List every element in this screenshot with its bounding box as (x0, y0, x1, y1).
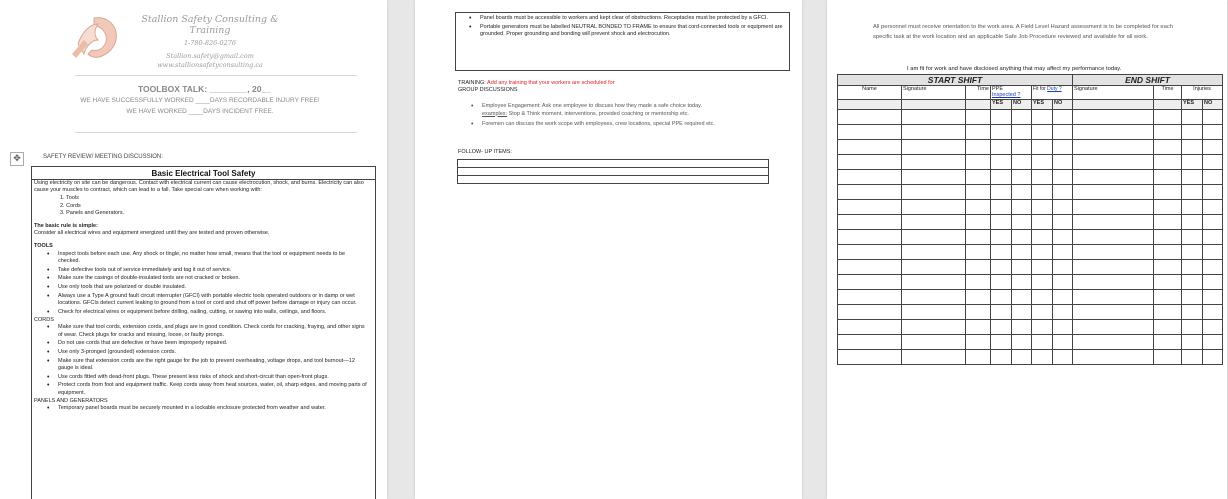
group-discussions-heading: GROUP DISCUSSIONS (458, 87, 518, 94)
sign-cell[interactable] (1073, 260, 1154, 275)
training-line (458, 80, 788, 87)
topic-list (34, 195, 367, 217)
worked-incident-line: WE HAVE WORKED ____DAYS INCIDENT FREE. (126, 108, 274, 115)
sign-cell[interactable] (1182, 290, 1203, 305)
sign-cell[interactable] (966, 320, 991, 335)
sign-cell[interactable] (1032, 200, 1053, 215)
topic-item: 2. Cords (60, 202, 81, 209)
page-2 (415, 0, 802, 499)
sign-cell[interactable] (966, 215, 991, 230)
sign-row (838, 320, 1223, 335)
panels-item: • Panel boards must be accessible to workers and kept clear of obstructions. Receptacles must be protected by a GFCI. (456, 15, 789, 22)
panels-item: • Portable generators must be labelled NEUTRAL BONDED TO FRAME to ensure that cord-connected tools or equipment are grounded. Proper grounding and bonding will prevent shock and electrocution. (456, 24, 789, 38)
sign-cell[interactable] (966, 335, 991, 350)
intro-paragraph: Using electricity on site can be dangerous. Contact with electrical current can cause electrocution, shock, and burns. Electricity can also cause your muscles to contract, which can lead to a fall. Take special care when working with: (34, 180, 364, 194)
basic-rule-text: Consider all electrical wires and equipment energized until they are tested and proven otherwise. (34, 230, 270, 237)
sign-cell[interactable] (838, 230, 902, 245)
company-phone: 1-780-826-0276 (183, 39, 237, 47)
sign-cell[interactable] (838, 335, 902, 350)
sign-cell[interactable] (1032, 290, 1053, 305)
col-time: Time (966, 86, 991, 100)
sign-cell[interactable] (1012, 200, 1032, 215)
sign-cell[interactable] (1182, 155, 1203, 170)
sign-cell[interactable] (902, 350, 966, 365)
sign-cell[interactable] (991, 140, 1012, 155)
page-1 (0, 0, 387, 499)
sign-cell[interactable] (1032, 155, 1053, 170)
sign-cell[interactable] (838, 140, 902, 155)
sign-cell[interactable] (838, 350, 902, 365)
blank-cell (1154, 100, 1182, 110)
sign-cell[interactable] (1073, 350, 1154, 365)
sign-cell[interactable] (1203, 140, 1223, 155)
sign-cell[interactable] (1073, 125, 1154, 140)
sign-cell[interactable] (966, 185, 991, 200)
tools-item: • Check for electrical wires or equipment before drilling, nailing, cutting, or sawing into walls, ceilings, and floors. (34, 309, 367, 316)
sign-cell[interactable] (1012, 140, 1032, 155)
sign-row (838, 200, 1223, 215)
sign-cell[interactable] (1012, 185, 1032, 200)
sign-cell[interactable] (1073, 335, 1154, 350)
sign-cell[interactable] (838, 320, 902, 335)
follow-up-label: FOLLOW- UP ITEMS: (458, 149, 512, 155)
start-shift-header: START SHIFT (838, 75, 1073, 86)
sign-cell[interactable] (1203, 335, 1223, 350)
sign-cell[interactable] (1032, 305, 1053, 320)
article-box (31, 166, 376, 499)
sign-cell[interactable] (1203, 305, 1223, 320)
sign-cell[interactable] (902, 140, 966, 155)
sign-cell[interactable] (1154, 125, 1182, 140)
sign-cell[interactable] (1203, 260, 1223, 275)
sign-cell[interactable] (1154, 200, 1182, 215)
header-rule (75, 75, 357, 76)
sign-row (838, 230, 1223, 245)
sign-cell[interactable] (1154, 305, 1182, 320)
sign-cell[interactable] (1012, 230, 1032, 245)
sign-cell[interactable] (1073, 170, 1154, 185)
cords-item: • Use only 3-pronged (grounded) extension cords. (34, 349, 367, 356)
sign-row (838, 140, 1223, 155)
examples-text: Stop & Think moment, interventions, provided coaching or mentorship etc. (508, 110, 689, 117)
sign-row (838, 305, 1223, 320)
injuries-yes: YES (1182, 100, 1203, 110)
sign-cell[interactable] (966, 110, 991, 125)
sign-cell[interactable] (1012, 260, 1032, 275)
sign-cell[interactable] (1032, 260, 1053, 275)
blank-cell (1073, 100, 1154, 110)
sign-cell[interactable] (1073, 275, 1154, 290)
cords-item: • Make sure that extension cords are the right gauge for the job to prevent overheating, voltage drops, and tool burnout—12 gauge is ideal. (34, 358, 367, 372)
sign-cell[interactable] (838, 215, 902, 230)
sign-row (838, 155, 1223, 170)
continued-bullets-box (455, 12, 790, 71)
col-name: Name (838, 86, 902, 100)
sign-cell[interactable] (1012, 125, 1032, 140)
sign-cell[interactable] (902, 170, 966, 185)
sign-cell[interactable] (1012, 110, 1032, 125)
cords-list (34, 324, 367, 396)
sign-cell[interactable] (1053, 200, 1073, 215)
sign-cell[interactable] (1073, 110, 1154, 125)
ppe-no: NO (1012, 100, 1032, 110)
orientation-paragraph: All personnel must receive orientation to the work area. A Field Level Hazard assessment is to be completed for each specific task at the work location and an applicable Safe Job Procedure reviewed and available for all work. (873, 24, 1173, 40)
panels-item: • Temporary panel boards must be securely mounted in a lockable enclosure protected from weather and water. (34, 405, 367, 412)
article-title: Basic Electrical Tool Safety (151, 169, 256, 178)
sign-cell[interactable] (1203, 350, 1223, 365)
sign-cell[interactable] (1154, 170, 1182, 185)
sign-cell[interactable] (1203, 170, 1223, 185)
sign-cell[interactable] (1012, 170, 1032, 185)
sign-cell[interactable] (1203, 245, 1223, 260)
sign-cell[interactable] (966, 140, 991, 155)
sign-cell[interactable] (1203, 155, 1223, 170)
sign-cell[interactable] (1032, 350, 1053, 365)
group-discussion-list (458, 103, 788, 128)
engagement-text: Employee Engagement: Ask one employee to discuss how they made a safe choice today. (482, 103, 703, 110)
sign-cell[interactable] (1073, 230, 1154, 245)
sign-cell[interactable] (1182, 125, 1203, 140)
table-move-handle-icon[interactable]: ✥ (10, 152, 24, 166)
page-3 (827, 0, 1227, 499)
sign-cell[interactable] (966, 290, 991, 305)
sign-cell[interactable] (1012, 305, 1032, 320)
sign-cell[interactable] (1182, 140, 1203, 155)
sign-cell[interactable] (1154, 185, 1182, 200)
sign-cell[interactable] (1053, 125, 1073, 140)
injuries-no: NO (1203, 100, 1223, 110)
sign-cell[interactable] (1073, 305, 1154, 320)
sign-row (838, 335, 1223, 350)
company-name: Stallion Safety Consulting & Training (141, 14, 279, 36)
sign-cell[interactable] (1182, 305, 1203, 320)
ppe-inspected-label: Inspected ? (992, 92, 1021, 98)
sign-cell[interactable] (1053, 260, 1073, 275)
sign-cell[interactable] (991, 320, 1012, 335)
sign-cell[interactable] (1073, 155, 1154, 170)
sign-cell[interactable] (838, 155, 902, 170)
sign-cell[interactable] (838, 275, 902, 290)
sign-row (838, 125, 1223, 140)
sign-cell[interactable] (991, 260, 1012, 275)
sign-cell[interactable] (902, 320, 966, 335)
sign-cell[interactable] (991, 350, 1012, 365)
engagement-item (458, 103, 788, 117)
col-injuries: Injuries (1182, 86, 1223, 100)
sign-row (838, 350, 1223, 365)
sign-cell[interactable] (1012, 350, 1032, 365)
training-label: TRAINING: (458, 80, 486, 86)
sign-cell[interactable] (838, 110, 902, 125)
sign-cell[interactable] (1203, 275, 1223, 290)
sign-cell[interactable] (966, 350, 991, 365)
sign-cell[interactable] (1154, 260, 1182, 275)
basic-rule-heading: The basic rule is simple: (34, 223, 98, 230)
tools-item: • Take defective tools out of service immediately and tag it out of service. (34, 267, 367, 274)
sign-cell[interactable] (966, 155, 991, 170)
sign-cell[interactable] (1032, 215, 1053, 230)
sign-cell[interactable] (902, 125, 966, 140)
sign-cell[interactable] (991, 275, 1012, 290)
sign-cell[interactable] (991, 185, 1012, 200)
sign-cell[interactable] (1053, 155, 1073, 170)
sign-cell[interactable] (1073, 320, 1154, 335)
col-signature: Signature (902, 86, 966, 100)
sign-cell[interactable] (902, 290, 966, 305)
sign-cell[interactable] (991, 170, 1012, 185)
sign-cell[interactable] (966, 230, 991, 245)
col-fit-for-duty (1032, 86, 1073, 100)
sign-cell[interactable] (1154, 290, 1182, 305)
training-note: Add any training that your workers are scheduled for (487, 80, 615, 86)
sign-cell[interactable] (966, 305, 991, 320)
sign-cell[interactable] (902, 275, 966, 290)
sign-cell[interactable] (902, 245, 966, 260)
sign-cell[interactable] (902, 230, 966, 245)
sign-rows (838, 110, 1223, 365)
sign-cell[interactable] (1012, 290, 1032, 305)
sign-cell[interactable] (1032, 170, 1053, 185)
follow-up-row[interactable] (458, 176, 769, 184)
sign-cell[interactable] (991, 245, 1012, 260)
sign-cell[interactable] (1203, 230, 1223, 245)
sign-row (838, 185, 1223, 200)
fit-for-label: Fit for (1033, 86, 1046, 92)
sign-cell[interactable] (1032, 125, 1053, 140)
blank-cell (966, 100, 991, 110)
divider-rule (75, 132, 357, 133)
tools-item: • Inspect tools before each use. Any shock or tingle, no matter how small, means that the tool or equipment needs to be checked. (34, 251, 367, 265)
sign-cell[interactable] (1053, 290, 1073, 305)
tools-item: • Use only tools that are polarized or double insulated. (34, 284, 367, 291)
cords-item: • Do not use cords that are defective or have been improperly repaired. (34, 340, 367, 347)
tools-item: • Always use a Type A ground fault circuit interrupter (GFCI) with portable electric tools operated outdoors or in damp or wet locations. GFCIs detect current leaking to ground from a tool or cord and shut off power before damage or injury can occur. (34, 293, 367, 307)
fit-for-work-statement: I am fit for work and have disclosed anything that may affect my performance today. (907, 66, 1122, 72)
sign-cell[interactable] (1154, 110, 1182, 125)
sign-cell[interactable] (1032, 230, 1053, 245)
sign-cell[interactable] (1073, 140, 1154, 155)
sign-cell[interactable] (966, 260, 991, 275)
sign-cell[interactable] (1032, 110, 1053, 125)
foremen-item: • Foremen can discuss the work scope with employees, crew locations, special PPE required etc. (458, 121, 788, 128)
sign-cell[interactable] (1053, 230, 1073, 245)
sign-cell[interactable] (1182, 200, 1203, 215)
sign-cell[interactable] (1032, 320, 1053, 335)
stallion-logo (64, 14, 120, 62)
sign-cell[interactable] (838, 305, 902, 320)
sign-cell[interactable] (902, 215, 966, 230)
sign-cell[interactable] (1073, 200, 1154, 215)
sign-cell[interactable] (1053, 245, 1073, 260)
sign-cell[interactable] (991, 305, 1012, 320)
sign-cell[interactable] (1032, 335, 1053, 350)
blank-cell (838, 100, 902, 110)
sign-cell[interactable] (902, 110, 966, 125)
sign-cell[interactable] (1203, 290, 1223, 305)
fit-yes: YES (1032, 100, 1053, 110)
cords-item: • Use cords fitted with dead-front plugs. These present less risks of shock and short-circuit than open-front plugs. (34, 374, 367, 381)
sign-cell[interactable] (991, 200, 1012, 215)
sign-row (838, 290, 1223, 305)
sign-cell[interactable] (1203, 215, 1223, 230)
sign-cell[interactable] (1012, 335, 1032, 350)
sign-cell[interactable] (1182, 335, 1203, 350)
sign-cell[interactable] (1053, 275, 1073, 290)
sign-cell[interactable] (1182, 245, 1203, 260)
sign-cell[interactable] (1032, 245, 1053, 260)
sign-cell[interactable] (1203, 320, 1223, 335)
sign-cell[interactable] (1073, 245, 1154, 260)
sign-row (838, 215, 1223, 230)
sign-cell[interactable] (966, 200, 991, 215)
sign-cell[interactable] (1182, 260, 1203, 275)
company-email: Stallion.safety@gmail.com (166, 52, 254, 60)
sign-cell[interactable] (1203, 125, 1223, 140)
sign-cell[interactable] (966, 245, 991, 260)
sign-cell[interactable] (902, 305, 966, 320)
sign-cell[interactable] (902, 260, 966, 275)
sign-cell[interactable] (966, 275, 991, 290)
sign-cell[interactable] (1053, 110, 1073, 125)
sign-cell[interactable] (838, 290, 902, 305)
duty-label: Duty ? (1047, 86, 1062, 92)
sign-cell[interactable] (966, 125, 991, 140)
sign-cell[interactable] (838, 245, 902, 260)
sign-cell[interactable] (1154, 350, 1182, 365)
sign-cell[interactable] (902, 155, 966, 170)
sign-cell[interactable] (1012, 245, 1032, 260)
sign-cell[interactable] (1032, 275, 1053, 290)
sign-cell[interactable] (1203, 185, 1223, 200)
sign-cell[interactable] (966, 170, 991, 185)
tools-heading: TOOLS (34, 243, 53, 250)
examples-label: examples: (482, 110, 508, 117)
follow-up-row[interactable] (458, 168, 769, 176)
sign-cell[interactable] (1154, 230, 1182, 245)
sign-cell[interactable] (1182, 350, 1203, 365)
sign-cell[interactable] (1073, 215, 1154, 230)
panels-heading: PANELS AND GENERATORS (34, 398, 108, 405)
sign-cell[interactable] (991, 155, 1012, 170)
sign-cell[interactable] (1032, 185, 1053, 200)
sign-cell[interactable] (1012, 275, 1032, 290)
follow-up-row[interactable] (458, 160, 769, 168)
sign-cell[interactable] (1154, 275, 1182, 290)
sign-cell[interactable] (991, 290, 1012, 305)
tools-item: • Make sure the casings of double-insulated tools are not cracked or broken. (34, 275, 367, 282)
cords-heading: CORDS (34, 317, 54, 324)
sign-cell[interactable] (1073, 185, 1154, 200)
sign-cell[interactable] (991, 335, 1012, 350)
sign-row (838, 275, 1223, 290)
sign-cell[interactable] (1182, 110, 1203, 125)
sign-cell[interactable] (1053, 140, 1073, 155)
sign-cell[interactable] (1154, 335, 1182, 350)
training-section (458, 80, 788, 130)
end-shift-header: END SHIFT (1073, 75, 1223, 86)
company-website: www.stallionsafetyconsulting.ca (157, 61, 263, 69)
toolbox-talk-heading: TOOLBOX TALK: ________, 20__ (138, 84, 271, 94)
panels-list (34, 405, 367, 412)
sign-cell[interactable] (902, 185, 966, 200)
sign-cell[interactable] (1053, 215, 1073, 230)
sign-row (838, 260, 1223, 275)
follow-up-table (457, 159, 769, 184)
sign-cell[interactable] (1012, 155, 1032, 170)
fit-no: NO (1053, 100, 1073, 110)
sign-row (838, 110, 1223, 125)
sign-cell[interactable] (1154, 215, 1182, 230)
sign-cell[interactable] (1182, 320, 1203, 335)
tools-list (34, 251, 367, 316)
sign-cell[interactable] (1182, 230, 1203, 245)
sign-cell[interactable] (1203, 110, 1223, 125)
sign-cell[interactable] (1154, 155, 1182, 170)
topic-item: 3. Panels and Generators. (60, 209, 125, 216)
safety-review-label: SAFETY REVIEW/ MEETING DISCUSSION: (43, 154, 163, 160)
sign-cell[interactable] (1012, 215, 1032, 230)
blank-cell (902, 100, 966, 110)
sign-cell[interactable] (902, 200, 966, 215)
sign-cell[interactable] (991, 110, 1012, 125)
sign-cell[interactable] (991, 125, 1012, 140)
sign-cell[interactable] (838, 125, 902, 140)
sign-cell[interactable] (1053, 170, 1073, 185)
sign-cell[interactable] (991, 215, 1012, 230)
company-letterhead (120, 14, 300, 70)
sign-cell[interactable] (1053, 185, 1073, 200)
sign-cell[interactable] (1182, 215, 1203, 230)
sign-cell[interactable] (902, 335, 966, 350)
sign-cell[interactable] (1154, 140, 1182, 155)
sign-cell[interactable] (1154, 320, 1182, 335)
sign-cell[interactable] (1182, 170, 1203, 185)
sign-cell[interactable] (838, 170, 902, 185)
worked-recordable-line: WE HAVE SUCCESSFULLY WORKED ____DAYS RECORDABLE INJURY FREE! (80, 97, 320, 104)
sign-cell[interactable] (1203, 200, 1223, 215)
col-end-signature: Signature (1073, 86, 1154, 100)
sign-cell[interactable] (1182, 275, 1203, 290)
sign-cell[interactable] (838, 185, 902, 200)
sign-cell[interactable] (1053, 335, 1073, 350)
sign-cell[interactable] (838, 200, 902, 215)
panels-continued-list (456, 15, 789, 38)
sign-cell[interactable] (1053, 305, 1073, 320)
topic-item: 1. Tools (60, 195, 79, 202)
article-body (34, 180, 367, 414)
sign-in-table (837, 74, 1223, 365)
sign-row (838, 245, 1223, 260)
sign-cell[interactable] (1012, 320, 1032, 335)
sign-cell[interactable] (1073, 290, 1154, 305)
sign-cell[interactable] (1053, 350, 1073, 365)
col-end-time: Time (1154, 86, 1182, 100)
sign-cell[interactable] (1182, 185, 1203, 200)
sign-cell[interactable] (991, 230, 1012, 245)
ppe-yes: YES (991, 100, 1012, 110)
sign-cell[interactable] (1053, 320, 1073, 335)
sign-cell[interactable] (1032, 140, 1053, 155)
cords-item: • Protect cords from foot and equipment traffic. Keep cords away from heat sources, water, oil, sharp edges, and moving parts of equipment. (34, 382, 367, 396)
ppe-label: PPE (992, 86, 1004, 92)
col-ppe (991, 86, 1032, 100)
sign-cell[interactable] (1154, 245, 1182, 260)
cords-item: • Make sure that tool cords, extension cords, and plugs are in good condition. Check cords for cracking, fraying, and other signs of wear. Check plugs for cracks and missing, loose, or faulty prongs. (34, 324, 367, 338)
sign-cell[interactable] (838, 260, 902, 275)
sign-row (838, 170, 1223, 185)
